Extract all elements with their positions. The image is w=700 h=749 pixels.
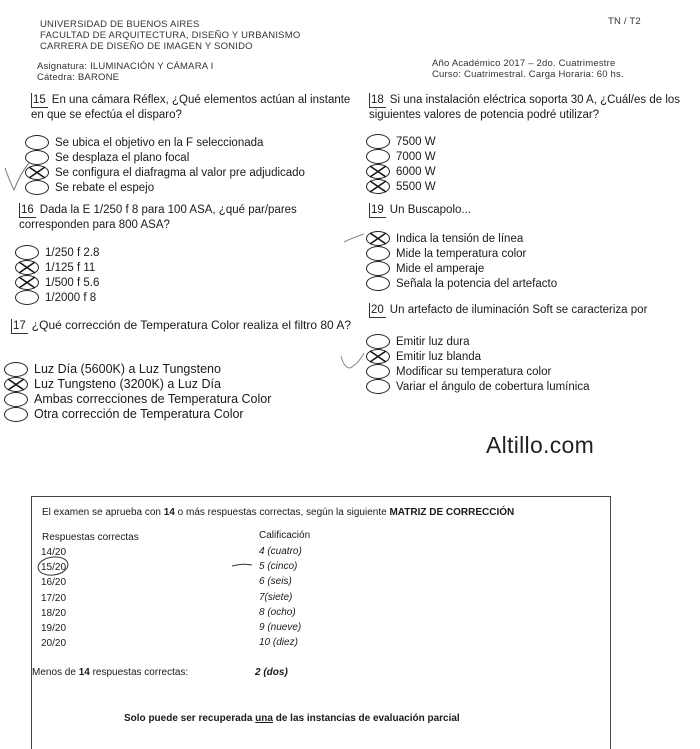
score-cell: 14/20 — [41, 547, 67, 558]
question-16 — [19, 203, 349, 232]
column-header-grade: Calificación — [259, 530, 311, 541]
course-info: Curso: Cuatrimestral. Carga Horaria: 60 hs. — [432, 69, 624, 80]
q16-options — [15, 245, 99, 305]
answer-circle-marked[interactable] — [4, 377, 28, 392]
matrix-title: MATRIZ DE CORRECCIÓN — [389, 507, 515, 518]
option[interactable]: Indica la tensión de línea — [366, 231, 557, 246]
answer-circle[interactable] — [4, 407, 28, 422]
question-number: 16 — [21, 204, 34, 216]
option[interactable]: Variar el ángulo de cobertura lumínica — [366, 379, 589, 394]
below-threshold-grade: 2 (dos) — [255, 667, 288, 678]
option[interactable]: 1/250 f 2.8 — [15, 245, 99, 260]
answer-circle[interactable] — [366, 379, 390, 394]
handwritten-dash-mark — [230, 560, 256, 570]
question-17 — [11, 318, 356, 334]
option[interactable]: Se desplaza el plano focal — [25, 150, 305, 165]
header-course — [432, 58, 624, 80]
watermark: Altillo.com — [486, 432, 595, 458]
handwritten-tick-mark — [338, 350, 366, 372]
q18-options — [366, 134, 436, 194]
answer-circle[interactable] — [366, 149, 390, 164]
matrix-footer: Solo puede ser recuperada una de las instancias de evaluación parcial — [124, 713, 460, 724]
option[interactable]: Luz Día (5600K) a Luz Tungsteno — [4, 362, 271, 377]
option[interactable]: 7000 W — [366, 149, 436, 164]
option[interactable]: Se configura el diafragma al valor pre adjudicado — [25, 165, 305, 180]
option[interactable]: Mide el amperaje — [366, 261, 557, 276]
below-threshold-line: Menos de 14 respuestas correctas: — [32, 667, 189, 678]
answer-circle-marked[interactable] — [366, 179, 390, 194]
score-cell: 19/20 — [41, 623, 67, 635]
option[interactable]: Luz Tungsteno (3200K) a Luz Día — [4, 377, 271, 392]
answer-circle[interactable] — [4, 392, 28, 407]
header-subject — [37, 61, 213, 83]
question-text: Un Buscapolo... — [389, 204, 471, 216]
grade-cell: 8 (ocho) — [259, 606, 296, 618]
answer-circle[interactable] — [366, 261, 390, 276]
matrix-grades — [259, 544, 302, 650]
handwritten-circle-mark — [35, 555, 75, 579]
correction-matrix — [31, 496, 611, 749]
question-number: 20 — [371, 304, 384, 316]
question-number: 18 — [371, 94, 384, 106]
option[interactable]: 5500 W — [366, 179, 436, 194]
answer-circle[interactable] — [25, 135, 49, 150]
answer-circle-marked[interactable] — [366, 349, 390, 364]
q15-options — [25, 135, 305, 195]
handwritten-tick-mark — [2, 160, 32, 195]
answer-circle[interactable] — [15, 290, 39, 305]
option[interactable]: Modificar su temperatura color — [366, 364, 589, 379]
question-text: Dada la E 1/250 f 8 para 100 ASA, ¿qué par/pares corresponden para 800 ASA? — [19, 204, 297, 231]
option[interactable]: Se ubica el objetivo en la F seleccionada — [25, 135, 305, 150]
score-cell: 18/20 — [41, 607, 67, 619]
grade-cell: 6 (seis) — [259, 576, 292, 588]
answer-circle[interactable] — [4, 362, 28, 377]
question-15 — [31, 93, 351, 122]
header-institution — [40, 19, 300, 52]
option[interactable]: 1/125 f 11 — [15, 260, 99, 275]
option[interactable]: Emitir luz blanda — [366, 349, 589, 364]
chair: Cátedra: BARONE — [37, 72, 120, 83]
subject: Asignatura: ILUMINACIÓN Y CÁMARA I — [37, 61, 214, 72]
grade-cell: 9 (nueve) — [259, 622, 302, 634]
question-20 — [369, 303, 700, 318]
answer-circle-marked[interactable] — [15, 275, 39, 290]
grade-cell: 10 (diez) — [259, 637, 298, 649]
answer-circle[interactable] — [366, 364, 390, 379]
university-name: UNIVERSIDAD DE BUENOS AIRES — [40, 19, 200, 30]
option[interactable]: 6000 W — [366, 164, 436, 179]
question-text: En una cámara Réflex, ¿Qué elementos actúan al instante en que se efectúa el disparo? — [31, 94, 351, 121]
career-name: CARRERA DE DISEÑO DE IMAGEN Y SONIDO — [40, 41, 253, 52]
academic-year: Año Académico 2017 – 2do. Cuatrimestre — [432, 58, 616, 69]
grade-cell: 7(siete) — [259, 591, 293, 603]
option[interactable]: Mide la temperatura color — [366, 246, 557, 261]
q17-options — [4, 362, 271, 422]
option[interactable]: Otra corrección de Temperatura Color — [4, 407, 271, 422]
answer-circle[interactable] — [15, 245, 39, 260]
score-cell: 15/20 — [41, 562, 67, 574]
answer-circle-marked[interactable] — [366, 231, 390, 246]
question-text: Un artefacto de iluminación Soft se caracteriza por — [389, 304, 648, 316]
question-number: 15 — [33, 94, 46, 106]
answer-circle[interactable] — [366, 246, 390, 261]
column-header-correct: Respuestas correctas — [42, 532, 139, 543]
option[interactable]: 1/2000 f 8 — [15, 290, 99, 305]
answer-circle-marked[interactable] — [366, 164, 390, 179]
answer-circle[interactable] — [366, 334, 390, 349]
faculty-name: FACULTAD DE ARQUITECTURA, DISEÑO Y URBANISMO — [40, 30, 301, 41]
question-18 — [369, 93, 694, 122]
handwritten-tick-mark — [342, 232, 366, 244]
answer-circle[interactable] — [366, 134, 390, 149]
exam-code: TN / T2 — [608, 16, 641, 27]
q20-options — [366, 334, 589, 394]
score-cell: 17/20 — [41, 592, 67, 604]
answer-circle[interactable] — [366, 276, 390, 291]
option[interactable]: 1/500 f 5.6 — [15, 275, 99, 290]
grade-cell: 5 (cinco) — [259, 561, 298, 573]
score-cell: 16/20 — [41, 577, 67, 589]
question-number: 17 — [13, 320, 26, 332]
matrix-intro: El examen se aprueba con 14 o más respuestas correctas, según la siguiente MATRIZ DE CORRECCIÓN — [42, 507, 515, 518]
grade-cell: 4 (cuatro) — [259, 546, 302, 557]
q19-options — [366, 231, 557, 291]
question-19 — [369, 203, 669, 218]
option[interactable]: 7500 W — [366, 134, 436, 149]
option[interactable]: Se rebate el espejo — [25, 180, 305, 195]
option[interactable]: Emitir luz dura — [366, 334, 589, 349]
score-cell: 20/20 — [41, 638, 67, 650]
question-text: ¿Qué corrección de Temperatura Color realiza el filtro 80 A? — [31, 318, 352, 332]
option[interactable]: Ambas correcciones de Temperatura Color — [4, 392, 271, 407]
option[interactable]: Señala la potencia del artefacto — [366, 276, 557, 291]
question-text: Si una instalación eléctrica soporta 30 A, ¿Cuál/es de los siguientes valores de potencia podré utilizar? — [369, 94, 681, 121]
question-number: 19 — [371, 204, 384, 216]
answer-circle-marked[interactable] — [15, 260, 39, 275]
